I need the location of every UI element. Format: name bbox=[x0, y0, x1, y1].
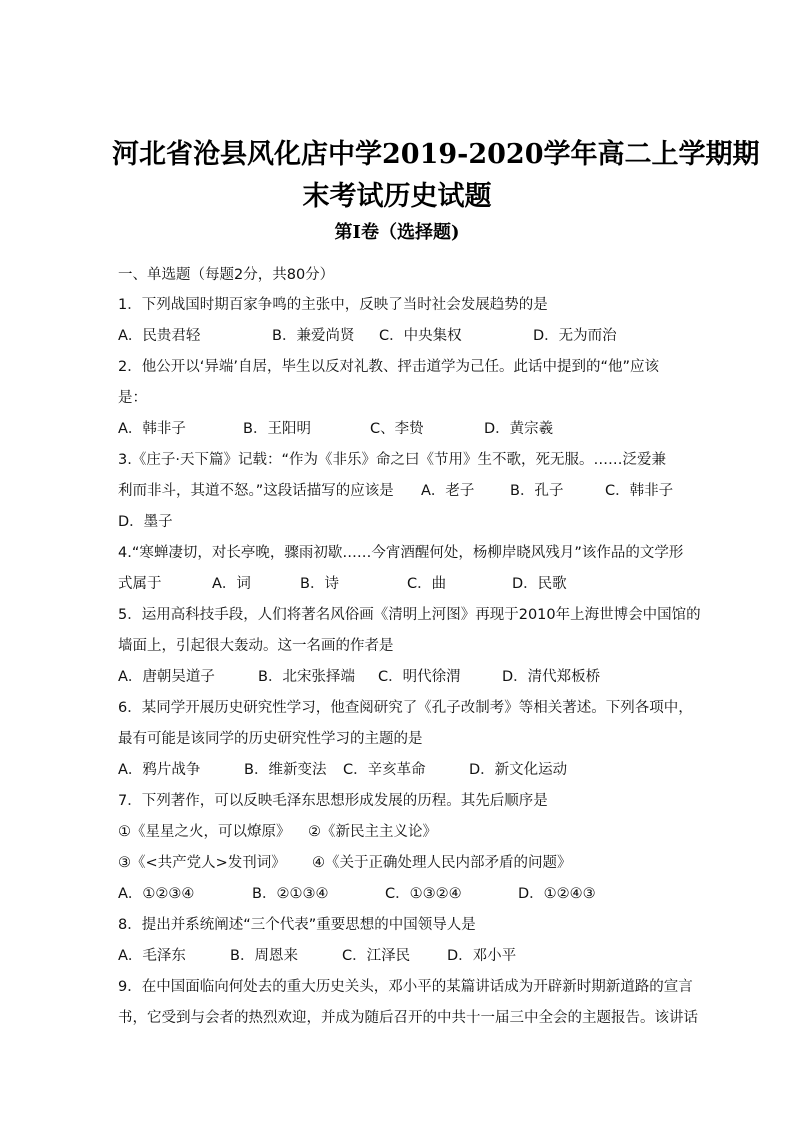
exam-title-line-2: 末考试历史试题 bbox=[302, 181, 492, 212]
question-3-option-b: B．孔子 bbox=[510, 483, 564, 499]
question-3-text-line-2: 利而非斗，其道不怒。”这段话描写的应该是 bbox=[118, 483, 394, 499]
question-9-text-line-2: 书，它受到与会者的热烈欢迎，并成为随后召开的中共十一届三中全会的主题报告。该讲话 bbox=[118, 1010, 698, 1026]
exam-title-line-1: 河北省沧县风化店中学2019-2020学年高二上学期期 bbox=[112, 139, 760, 170]
question-7-item-1: ①《星星之火，可以燎原》 bbox=[118, 824, 291, 840]
question-2-option-c: C、李贽 bbox=[370, 421, 424, 437]
question-1-option-a: A．民贵君轻 bbox=[118, 328, 201, 344]
question-6-option-c: C．辛亥革命 bbox=[343, 762, 426, 778]
question-2-option-b: B．王阳明 bbox=[243, 421, 311, 437]
question-1-option-d: D．无为而治 bbox=[533, 328, 617, 344]
question-3-option-a: A．老子 bbox=[421, 483, 475, 499]
question-3-option-c: C．韩非子 bbox=[605, 483, 674, 499]
question-5-option-c: C．明代徐渭 bbox=[378, 669, 461, 685]
question-8-option-d: D．邓小平 bbox=[447, 948, 517, 964]
question-7-option-d: D．①②④③ bbox=[518, 886, 596, 902]
volume-heading: 第Ⅰ卷（选择题) bbox=[334, 222, 460, 243]
question-7-option-b: B．②①③④ bbox=[252, 886, 329, 902]
question-7-item-3: ③《<共产党人>发刊词》 bbox=[118, 855, 286, 871]
question-2-text-line-2: 是： bbox=[118, 390, 147, 406]
question-2-option-a: A．韩非子 bbox=[118, 421, 186, 437]
question-5-text-line-1: 5．运用高科技手段，人们将著名风俗画《清明上河图》再现于2010年上海世博会中国馆的 bbox=[118, 607, 701, 623]
question-4-option-a: A．词 bbox=[212, 576, 251, 592]
question-4-option-c: C．曲 bbox=[407, 576, 447, 592]
question-5-option-d: D．清代郑板桥 bbox=[502, 669, 601, 685]
question-6-option-d: D．新文化运动 bbox=[469, 762, 568, 778]
question-1-option-b: B．兼爱尚贤 bbox=[272, 328, 355, 344]
question-4-text-line-2: 式属于 bbox=[118, 576, 162, 592]
question-2-text-line-1: 2．他公开以‘异端’自居，毕生以反对礼教、抨击道学为己任。此话中提到的“他”应该 bbox=[118, 359, 659, 375]
question-5-option-a: A．唐朝吴道子 bbox=[118, 669, 215, 685]
question-8-text: 8．提出并系统阐述“三个代表”重要思想的中国领导人是 bbox=[118, 917, 476, 933]
question-7-text: 7．下列著作，可以反映毛泽东思想形成发展的历程。其先后顺序是 bbox=[118, 793, 548, 809]
question-6-option-b: B．维新变法 bbox=[244, 762, 327, 778]
question-8-option-b: B．周恩来 bbox=[230, 948, 298, 964]
question-7-item-4: ④《关于正确处理人民内部矛盾的问题》 bbox=[312, 855, 572, 871]
question-2-option-d: D．黄宗羲 bbox=[484, 421, 554, 437]
question-5-text-line-2: 墙面上，引起很大轰动。这一名画的作者是 bbox=[118, 638, 394, 654]
question-6-text-line-1: 6．某同学开展历史研究性学习，他查阅研究了《孔子改制考》等相关著述。下列各项中， bbox=[118, 700, 693, 716]
question-7-item-2: ②《新民主主义论》 bbox=[308, 824, 437, 840]
question-7-option-c: C．①③②④ bbox=[385, 886, 462, 902]
section-heading: 一、单选题（每题2分，共80分） bbox=[118, 267, 335, 283]
question-5-option-b: B．北宋张择端 bbox=[258, 669, 355, 685]
question-4-text-line-1: 4.“寒蝉凄切，对长亭晚，骤雨初歇……今宵酒醒何处，杨柳岸晓风残月”该作品的文学形 bbox=[118, 545, 684, 561]
question-8-option-c: C．江泽民 bbox=[342, 948, 411, 964]
question-4-option-b: B．诗 bbox=[300, 576, 339, 592]
question-7-option-a: A．①②③④ bbox=[118, 886, 195, 902]
question-1-option-c: C．中央集权 bbox=[379, 328, 462, 344]
question-6-text-line-2: 最有可能是该同学的历史研究性学习的主题的是 bbox=[118, 731, 423, 747]
question-1-text: 1．下列战国时期百家争鸣的主张中，反映了当时社会发展趋势的是 bbox=[118, 297, 548, 313]
question-4-option-d: D．民歌 bbox=[512, 576, 567, 592]
question-6-option-a: A．鸦片战争 bbox=[118, 762, 201, 778]
question-8-option-a: A．毛泽东 bbox=[118, 948, 186, 964]
question-3-option-d: D．墨子 bbox=[118, 514, 173, 530]
question-3-text-line-1: 3.《庄子·天下篇》记载：“作为《非乐》命之曰《节用》生不歌，死无服。……泛爱兼 bbox=[118, 452, 666, 468]
question-9-text-line-1: 9．在中国面临向何处去的重大历史关头，邓小平的某篇讲话成为开辟新时期新道路的宣言 bbox=[118, 979, 693, 995]
